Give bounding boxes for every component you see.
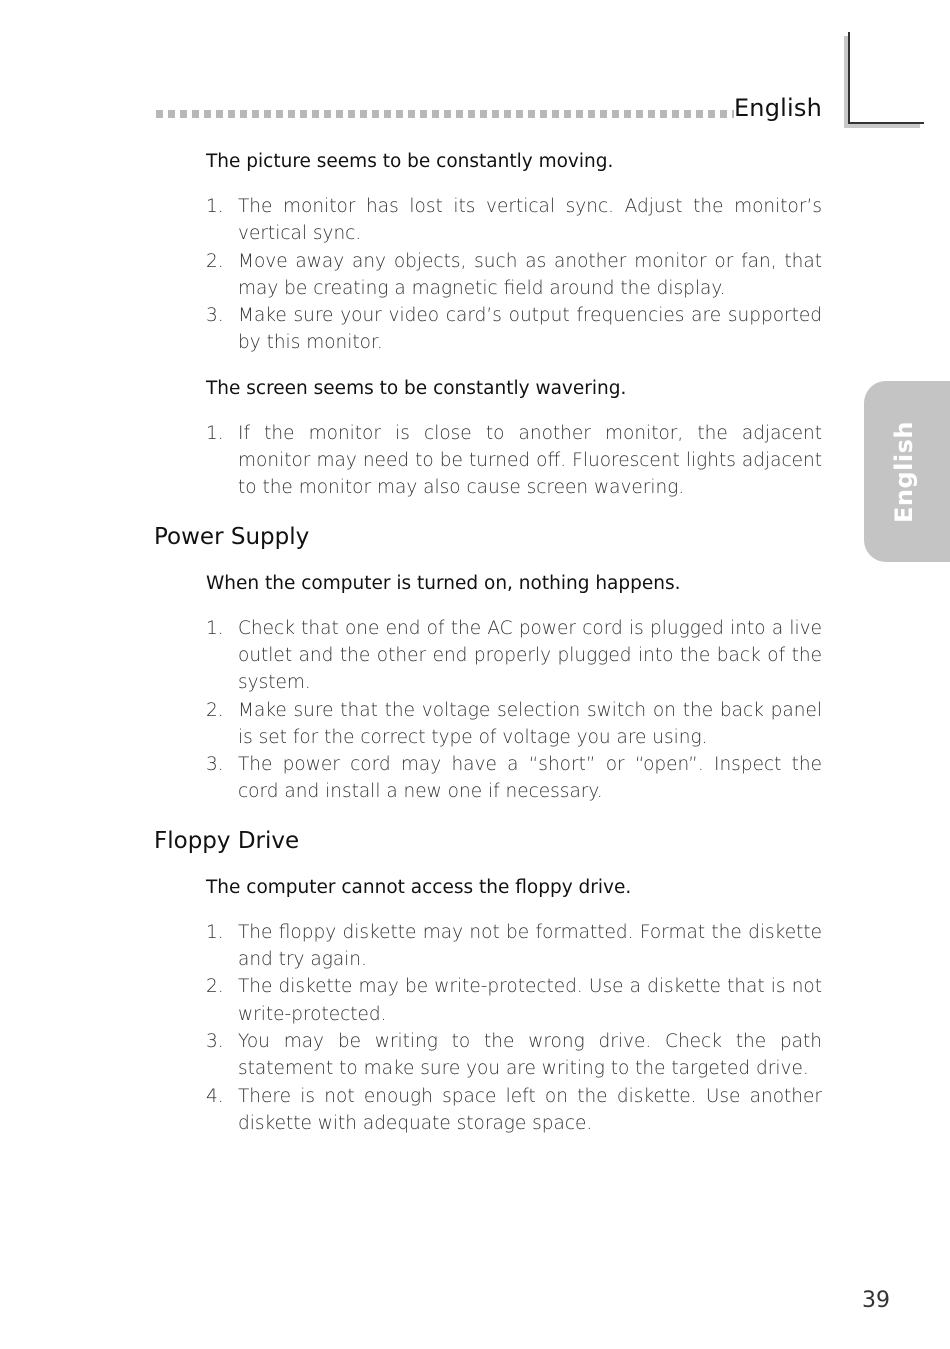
list-item-number: 1.: [206, 196, 224, 217]
page-number: 39: [862, 1288, 890, 1313]
spacer: [154, 502, 822, 522]
list-item: [206, 1083, 822, 1138]
list-item-number: 2.: [206, 250, 224, 272]
list-item-text: Make sure your video card’s output frequencies are supported by this monitor.: [238, 305, 822, 354]
list-item: [206, 302, 822, 357]
list-item-number: 2.: [206, 976, 224, 998]
list-item-text: The power cord may have a “short” or “open”. Inspect the cord and install a new one if necessary.: [238, 754, 822, 803]
list-item-text: The floppy diskette may not be formatted. Format the diskette and try again.: [238, 921, 822, 971]
list-item-text: Move away any objects, such as another monitor or fan, that may be creating a magnetic field around the display.: [238, 250, 822, 299]
steps-list-screen-wavering: [206, 420, 822, 502]
list-item: [206, 615, 822, 697]
list-item-text: The monitor has lost its vertical sync. Adjust the monitor’s vertical sync.: [238, 196, 822, 245]
problem-title-floppy-access: The computer cannot access the floppy drive.: [206, 876, 632, 898]
list-item: [206, 751, 822, 806]
list-item-number: 2.: [206, 699, 224, 721]
list-item-number: 4.: [206, 1085, 224, 1107]
problem-title-screen-wavering: The screen seems to be constantly wavering.: [206, 377, 627, 399]
problem-title-nothing-happens: When the computer is turned on, nothing happens.: [206, 572, 681, 594]
spacer: [154, 357, 822, 375]
list-item-text: Make sure that the voltage selection switch on the back panel is set for the correct type of voltage you are using.: [238, 699, 822, 748]
problem-title-picture-moving: The picture seems to be constantly moving.: [206, 151, 614, 172]
section-heading-floppy-drive: Floppy Drive: [154, 827, 300, 854]
list-item: [206, 919, 822, 974]
steps-list-floppy: [206, 919, 822, 1137]
list-item: [206, 248, 822, 303]
list-item: [206, 1028, 822, 1083]
header-dotted-rule: [156, 110, 734, 118]
page-content: [154, 148, 822, 1137]
list-item-number: 1.: [206, 617, 224, 639]
list-item-number: 3.: [206, 754, 224, 776]
list-item-number: 3.: [206, 1030, 224, 1052]
steps-list-picture-moving: [206, 193, 822, 357]
list-item: [206, 697, 822, 752]
list-item-text: You may be writing to the wrong drive. Check the path statement to make sure you are writing to the targeted drive.: [238, 1030, 822, 1080]
spacer: [154, 806, 822, 826]
side-tab-label-wrapper: [864, 381, 944, 562]
list-item: [206, 973, 822, 1028]
list-item-text: If the monitor is close to another monitor, the adjacent monitor may need to be turned off. Fluorescent lights adjacent to the monitor may also cause screen wavering.: [238, 422, 822, 499]
header-language-label: English: [733, 94, 822, 122]
list-item-number: 1.: [206, 422, 224, 444]
list-item: [206, 420, 822, 502]
section-heading-power-supply: Power Supply: [154, 523, 310, 550]
list-item-number: 3.: [206, 305, 224, 327]
list-item-number: 1.: [206, 921, 224, 943]
list-item-text: The diskette may be write-protected. Use a diskette that is not write-protected.: [238, 976, 822, 1025]
list-item-text: Check that one end of the AC power cord is plugged into a live outlet and the other end properly plugged into the back of the system.: [238, 617, 822, 694]
side-tab-label: English: [890, 420, 919, 523]
steps-list-power: [206, 615, 822, 806]
list-item: [206, 193, 822, 248]
corner-crop-mark: [848, 32, 924, 124]
list-item-text: There is not enough space left on the diskette. Use another diskette with adequate storage space.: [238, 1085, 822, 1134]
